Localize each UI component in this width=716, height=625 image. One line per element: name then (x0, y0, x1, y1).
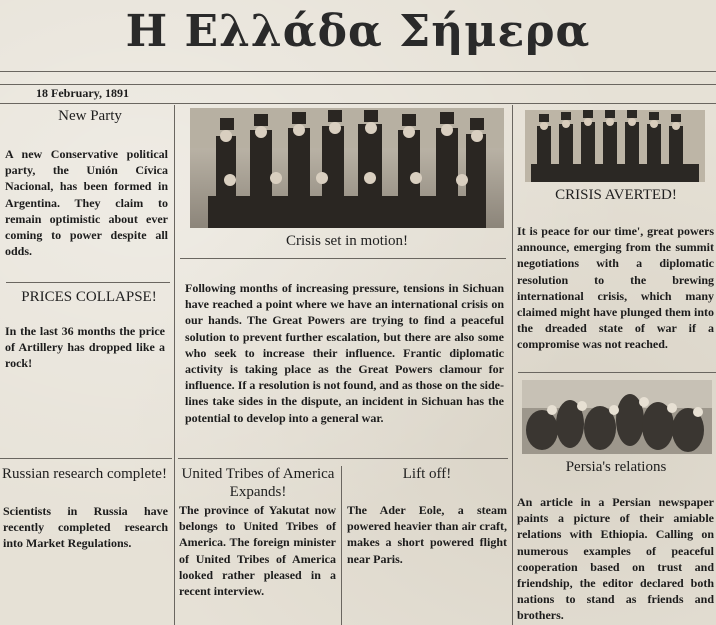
masthead-rule-bottom (0, 84, 716, 85)
issue-date: 18 February, 1891 (36, 86, 129, 100)
new-party-headline: New Party (58, 108, 122, 124)
russian-research-body: Scientists in Russia have recently completed research into Market Regulations. (3, 504, 168, 551)
newspaper-masthead: Η Ελλάδα Σήμερα (125, 6, 591, 57)
crowd-image (522, 380, 712, 454)
group-portrait-photo (190, 108, 504, 228)
small-group-portrait-image (525, 110, 705, 182)
crisis-averted-body: It is peace for our time', great powers announce, emerging from the summit negotiations with a diplomatic resolution to the brewing international crisis, which many claimed might have plunged them into the dreaded state of war if a compromise was not reached. (517, 224, 714, 352)
center-rule-1 (180, 258, 506, 259)
lift-off-body: The Ader Eole, a steam powered heavier than air craft, makes a short powered flight near Paris. (347, 503, 507, 566)
lift-off-headline: Lift off! (402, 466, 452, 482)
persia-relations-body: An article in a Persian newspaper paints a picture of their amiable relations with Ethiopia. Calling on numerous examples of peaceful cooperation based on trust and friendship, the editor declared both nations to stand as friends and brothers. (517, 495, 714, 623)
prices-collapse-body: In the last 36 months the price of Artillery has dropped like a rock! (5, 324, 165, 371)
new-party-body: A new Conservative political party, the Unión Cívica Nacional, has been formed in Argentina. They claim to remain optimistic about ever coming to power despite all odds. (5, 147, 168, 259)
column-divider-1 (174, 105, 175, 625)
date-rule (0, 103, 716, 104)
prices-collapse-headline: PRICES COLLAPSE! (21, 289, 157, 305)
masthead-rule-top (0, 71, 716, 72)
group-portrait-image (190, 108, 504, 228)
left-rule-2 (0, 458, 172, 459)
persia-relations-headline: Persia's relations (565, 459, 667, 475)
center-rule-2 (178, 458, 508, 459)
crisis-in-motion-body: Following months of increasing pressure, tensions in Sichuan have reached a point where we have an international crisis on our hands. The Great Powers are trying to find a peaceful solution to prevent further escalation, but there are also some who seek to increase their influence. Frantic diplomatic activity is taking place as the Great Powers clamour for influence. If a resolution is not found, and as those on the side-lines take sides in the dispute, an incident in Sichuan has the potential to develop into a general war. (185, 281, 504, 425)
crisis-averted-headline: CRISIS AVERTED! (555, 187, 677, 203)
utoa-expands-headline: United Tribes of America Expands! (181, 466, 335, 500)
crowd-photo (522, 380, 712, 454)
left-rule-1 (6, 282, 170, 283)
right-rule-1 (518, 372, 716, 373)
crisis-in-motion-caption: Crisis set in motion! (285, 233, 409, 249)
small-group-portrait-photo (525, 110, 705, 182)
column-divider-3 (341, 466, 342, 625)
utoa-expands-body: The province of Yakutat now belongs to United Tribes of America. The foreign minister of United Tribes of America looked rather pleased in a recent interview. (179, 503, 336, 599)
column-divider-2 (512, 105, 513, 625)
russian-research-headline: Russian research complete! (2, 466, 167, 482)
